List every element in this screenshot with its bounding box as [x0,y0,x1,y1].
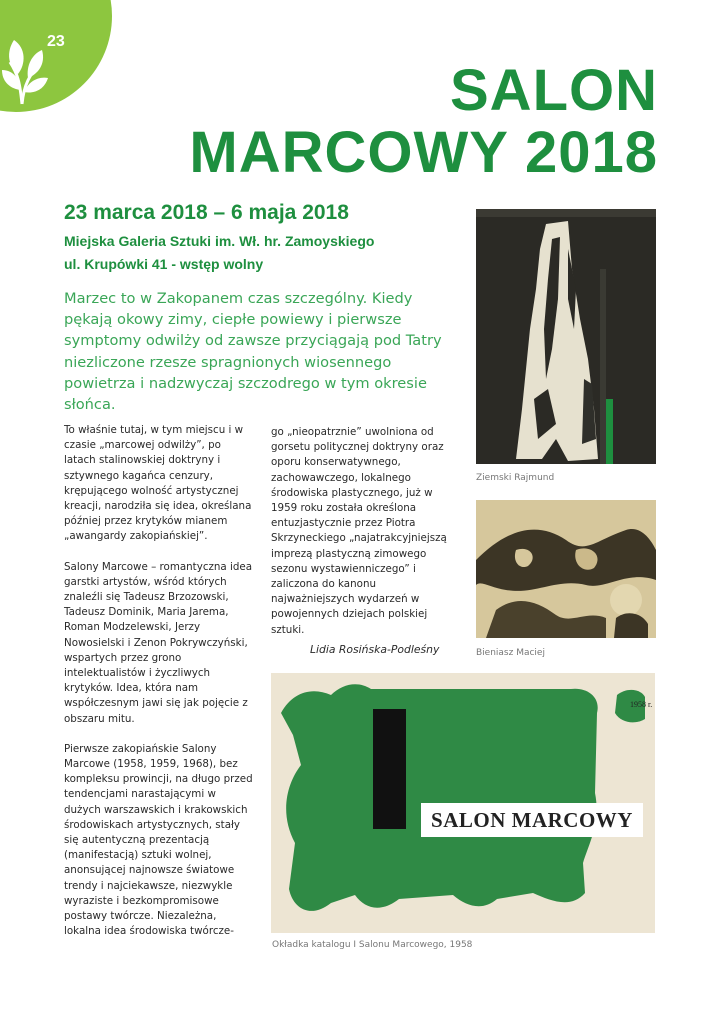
title-line-2: MARCOWY 2018 [189,120,658,185]
artwork-image-bieniasz [476,500,656,638]
event-address: ul. Krupówki 41 - wstęp wolny [64,256,264,272]
paragraph: To właśnie tutaj, w tym miejscu i w czasie „marcowej odwilży”, po latach stalinowskiej doktryny i sztywnego kagańca cenzury, krępującego wolność artystycznej kreacji, narodziła się idea, określana później przez krytyków mianem „awangardy zakopiańskiej”. [64,424,252,543]
event-venue-block [64,230,374,276]
event-dates: 23 marca 2018 – 6 maja 2018 [64,201,349,224]
page-number: 23 [47,33,65,50]
poster-year: 1958 r. [630,700,653,709]
article-column-1 [64,423,254,955]
paragraph: Salony Marcowe – romantyczna idea garstki artystów, wśród których znaleźli się Tadeusz Brzozowski, Tadeusz Dominik, Maria Jarema, Roman Modzelewski, Jerzy Nowosielski i Zenon Pokrywczyński, wspartych przez grono intelektualistów i życzliwych krytyków. Idea, która nam współczesnym jawi się jak pojęcie z obszaru mitu. [64,560,253,725]
title-line-1: SALON [450,58,658,123]
artwork-image-ziemski [476,209,656,464]
paragraph: go „nieopatrznie” uwolniona od gorsetu politycznej doktryny oraz oporu konserwatywnego, zachowawczego, lokalnego środowiska plastycznego, już w 1959 roku została określona entuzjastycznie przez Piotra Skrzyneckiego „najatrakcyjniejszą imprezą plastyczną zimowego sezonu wystawienniczego” i zaliczona do kanonu najważniejszych wydarzeń w powojennych dziejach polskiej sztuki. [271,426,447,636]
image-caption: Bieniasz Maciej [476,648,545,658]
page-title [189,60,658,184]
article-author: Lidia Rosińska-Podleśny [310,643,440,656]
image-caption: Ziemski Rajmund [476,473,555,483]
poster-title: SALON MARCOWY [421,803,643,837]
event-venue: Miejska Galeria Sztuki im. Wł. hr. Zamoyskiego [64,233,375,249]
leaf-logo-icon [0,34,50,106]
catalog-cover-image [271,673,655,933]
lead-paragraph: Marzec to w Zakopanem czas szczególny. Kiedy pękają okowy zimy, ciepłe powiewy i pierwsze symptomy odwilży od zawsze przyciągają pod Tatry niezliczone rzesze spragnionych wiosennego powietrza i nadzwyczaj szczodrego w tym okresie słońca. [64,290,442,414]
image-caption: Okładka katalogu I Salonu Marcowego, 1958 [272,940,473,950]
paragraph: Pierwsze zakopiańskie Salony Marcowe (1958, 1959, 1968), bez kompleksu prowincji, na długo przed tendencjami narastającymi w dużych warszawskich i krakowskich środowiskach artystycznych, stały się autentyczną prezentacją (manifestacją) sztuki wolnej, anonsującej najnowsze światowe trendy i najciekawsze, niezwykle wyraziste i bezkompromisowe postawy twórcze. Niezależna, lokalna idea środowiska twórcze- [64,742,253,938]
article-column-2 [271,425,456,653]
